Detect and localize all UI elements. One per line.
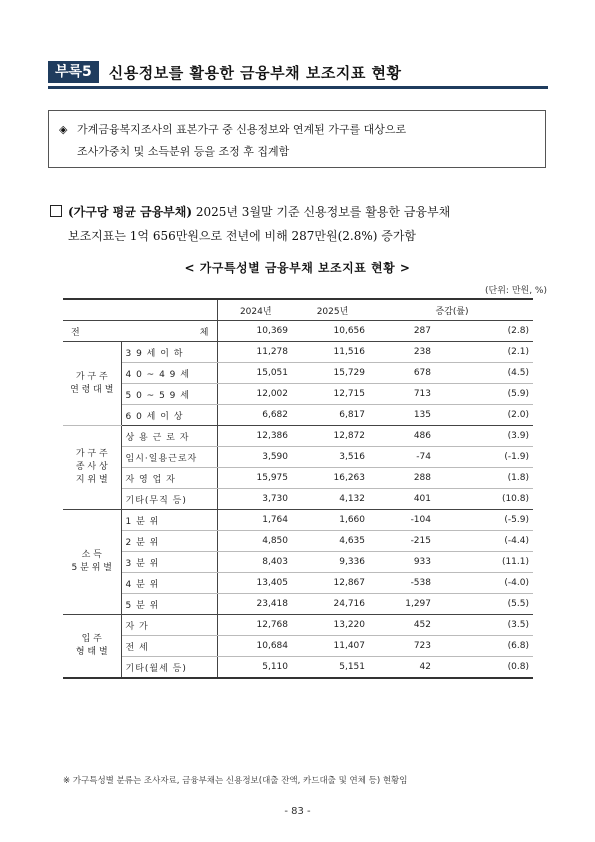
cell-v2024: 15,051 [217,363,294,384]
cell-pct: (4.5) [437,363,533,384]
table-row [63,573,533,594]
cell-label: 5 0 ~ 5 9 세 [121,384,217,405]
cell-v2025: 5,151 [294,657,371,679]
table-row [63,510,533,531]
cell-label: 기타(월세 등) [121,657,217,679]
table-row-total [63,321,533,342]
page-number: - 83 - [284,806,311,817]
cell-pct: (-4.4) [437,531,533,552]
cell-chg: 135 [371,405,437,426]
cell-label: 6 0 세 이 상 [121,405,217,426]
cell-label: 임시·일용근로자 [121,447,217,468]
cell-pct: (-5.9) [437,510,533,531]
cell-v2025: 3,516 [294,447,371,468]
table-row [63,552,533,573]
cell-v2025: 11,516 [294,342,371,363]
appendix-header [48,61,402,83]
cell-chg: 933 [371,552,437,573]
table-title: < 가구특성별 금융부채 보조지표 현황 > [184,261,411,275]
cell-v2025: 6,817 [294,405,371,426]
cell-label1: 가 구 주 [75,449,108,459]
total-label-left: 전 [71,327,80,338]
cell-v2024: 11,278 [217,342,294,363]
cell-v2025: 9,336 [294,552,371,573]
cell-v2024: 6,682 [217,405,294,426]
cell-chg: 42 [371,657,437,679]
cell-v2024: 3,590 [217,447,294,468]
cell-change: 287 [371,321,437,342]
table-row [63,363,533,384]
cell-chg: 452 [371,615,437,636]
cell-v2024: 12,002 [217,384,294,405]
cell-v2024: 15,975 [217,468,294,489]
table-header-row [63,299,533,321]
cell-v2024: 10,684 [217,636,294,657]
main-paragraph [50,200,550,248]
cell-label: 3 9 세 이 하 [121,342,217,363]
cell-v2025: 12,872 [294,426,371,447]
cell-chg: 713 [371,384,437,405]
paragraph-line-2: 보조지표는 1억 656만원으로 전년에 비해 287만원(2.8%) 증가함 [68,229,417,243]
cell-pct: (3.9) [437,426,533,447]
cell-label: 기타(무직 등) [121,489,217,510]
cell-chg: -74 [371,447,437,468]
table-unit: (단위: 만원, %) [485,286,547,296]
paragraph-bold-lead: (가구당 평균 금융부채) [68,205,193,219]
cell-chg: 1,297 [371,594,437,615]
cell-v2024: 5,110 [217,657,294,679]
summary-box [48,110,546,168]
cell-v2024: 8,403 [217,552,294,573]
cell-chg: 288 [371,468,437,489]
table-row [63,468,533,489]
table-row [63,594,533,615]
group-label-age [63,342,121,426]
cell-chg: 401 [371,489,437,510]
appendix-badge: 부록5 [48,61,99,83]
cell-v2024: 13,405 [217,573,294,594]
cell-v2024: 23,418 [217,594,294,615]
table-row [63,384,533,405]
cell-v2025: 24,716 [294,594,371,615]
table-row [63,489,533,510]
cell-v2025: 12,715 [294,384,371,405]
cell-pct: (-1.9) [437,447,533,468]
cell-chg: 723 [371,636,437,657]
header-2025: 2025년 [294,299,371,321]
cell-v2025: 4,132 [294,489,371,510]
cell-v2025: 12,867 [294,573,371,594]
cell-pct: (2.1) [437,342,533,363]
cell-chg: -104 [371,510,437,531]
cell-pct: (5.5) [437,594,533,615]
table-row [63,447,533,468]
cell-pct: (3.5) [437,615,533,636]
cell-pct: (1.8) [437,468,533,489]
cell-label: 3 분 위 [121,552,217,573]
cell-label: 자 가 [121,615,217,636]
table-row [63,615,533,636]
table-footnote: ※ 가구특성별 분류는 조사자료, 금융부채는 신용정보(대출 잔액, 카드대출 및 연체 등) 현황임 [63,776,408,786]
cell-label: 자 영 업 자 [121,468,217,489]
cell-chg: 238 [371,342,437,363]
group-label-income [63,510,121,615]
cell-v2024: 4,850 [217,531,294,552]
header-change: 증감(률) [371,299,533,321]
header-rule [48,86,548,89]
table-row [63,657,533,679]
cell-2024: 10,369 [217,321,294,342]
cell-v2025: 4,635 [294,531,371,552]
cell-pct: (11.1) [437,552,533,573]
cell-label1: 입 주 [81,634,102,644]
cell-v2024: 12,768 [217,615,294,636]
diamond-bullet-icon: ◈ [59,123,68,136]
summary-text-1: 가계금융복지조사의 표본가구 중 신용정보와 연계된 가구를 대상으로 [77,123,407,136]
cell-pct: (10.8) [437,489,533,510]
table-row [63,405,533,426]
cell-chg: -215 [371,531,437,552]
cell-label2: 종 사 상 [75,462,108,472]
cell-v2024: 3,730 [217,489,294,510]
cell-v2024: 1,764 [217,510,294,531]
cell-label1: 가 구 주 [75,371,108,382]
table-row [63,531,533,552]
cell-rate: (2.8) [437,321,533,342]
cell-chg: -538 [371,573,437,594]
cell-label: 2 분 위 [121,531,217,552]
cell-v2025: 13,220 [294,615,371,636]
table-row [63,342,533,363]
cell-label: 상 용 근 로 자 [121,426,217,447]
cell-pct: (5.9) [437,384,533,405]
cell-label: 전 세 [121,636,217,657]
checkbox-bullet-icon [50,205,62,217]
debt-table [63,298,533,679]
table-row [63,426,533,447]
cell-v2025: 16,263 [294,468,371,489]
cell-label1: 소 득 [81,550,102,560]
paragraph-line-1-rest: 2025년 3월말 기준 신용정보를 활용한 금융부채 [192,205,451,219]
summary-text-2: 조사가중치 및 소득분위 등을 조정 후 집계함 [77,145,290,158]
cell-2025: 10,656 [294,321,371,342]
cell-v2025: 15,729 [294,363,371,384]
cell-v2025: 11,407 [294,636,371,657]
appendix-title: 신용정보를 활용한 금융부채 보조지표 현황 [108,63,402,82]
group-label-housing [63,615,121,679]
summary-line-1 [59,119,537,141]
header-2024: 2024년 [217,299,294,321]
cell-v2025: 1,660 [294,510,371,531]
cell-pct: (-4.0) [437,573,533,594]
cell-label2: 연 령 대 별 [70,384,114,395]
cell-pct: (6.8) [437,636,533,657]
cell-label: 4 0 ~ 4 9 세 [121,363,217,384]
cell-label2: 형 태 별 [75,647,108,657]
cell-chg: 486 [371,426,437,447]
cell-label: 5 분 위 [121,594,217,615]
cell-label: 1 분 위 [121,510,217,531]
cell-label: 4 분 위 [121,573,217,594]
cell-chg: 678 [371,363,437,384]
cell-pct: (2.0) [437,405,533,426]
total-label-right: 체 [199,327,209,338]
cell-label2: 5 분 위 별 [71,563,112,573]
cell-v2024: 12,386 [217,426,294,447]
cell-label3: 지 위 별 [75,475,108,485]
group-label-employment [63,426,121,510]
cell-pct: (0.8) [437,657,533,679]
summary-line-2 [59,141,537,163]
table-row [63,636,533,657]
paragraph-line-1 [50,200,550,224]
